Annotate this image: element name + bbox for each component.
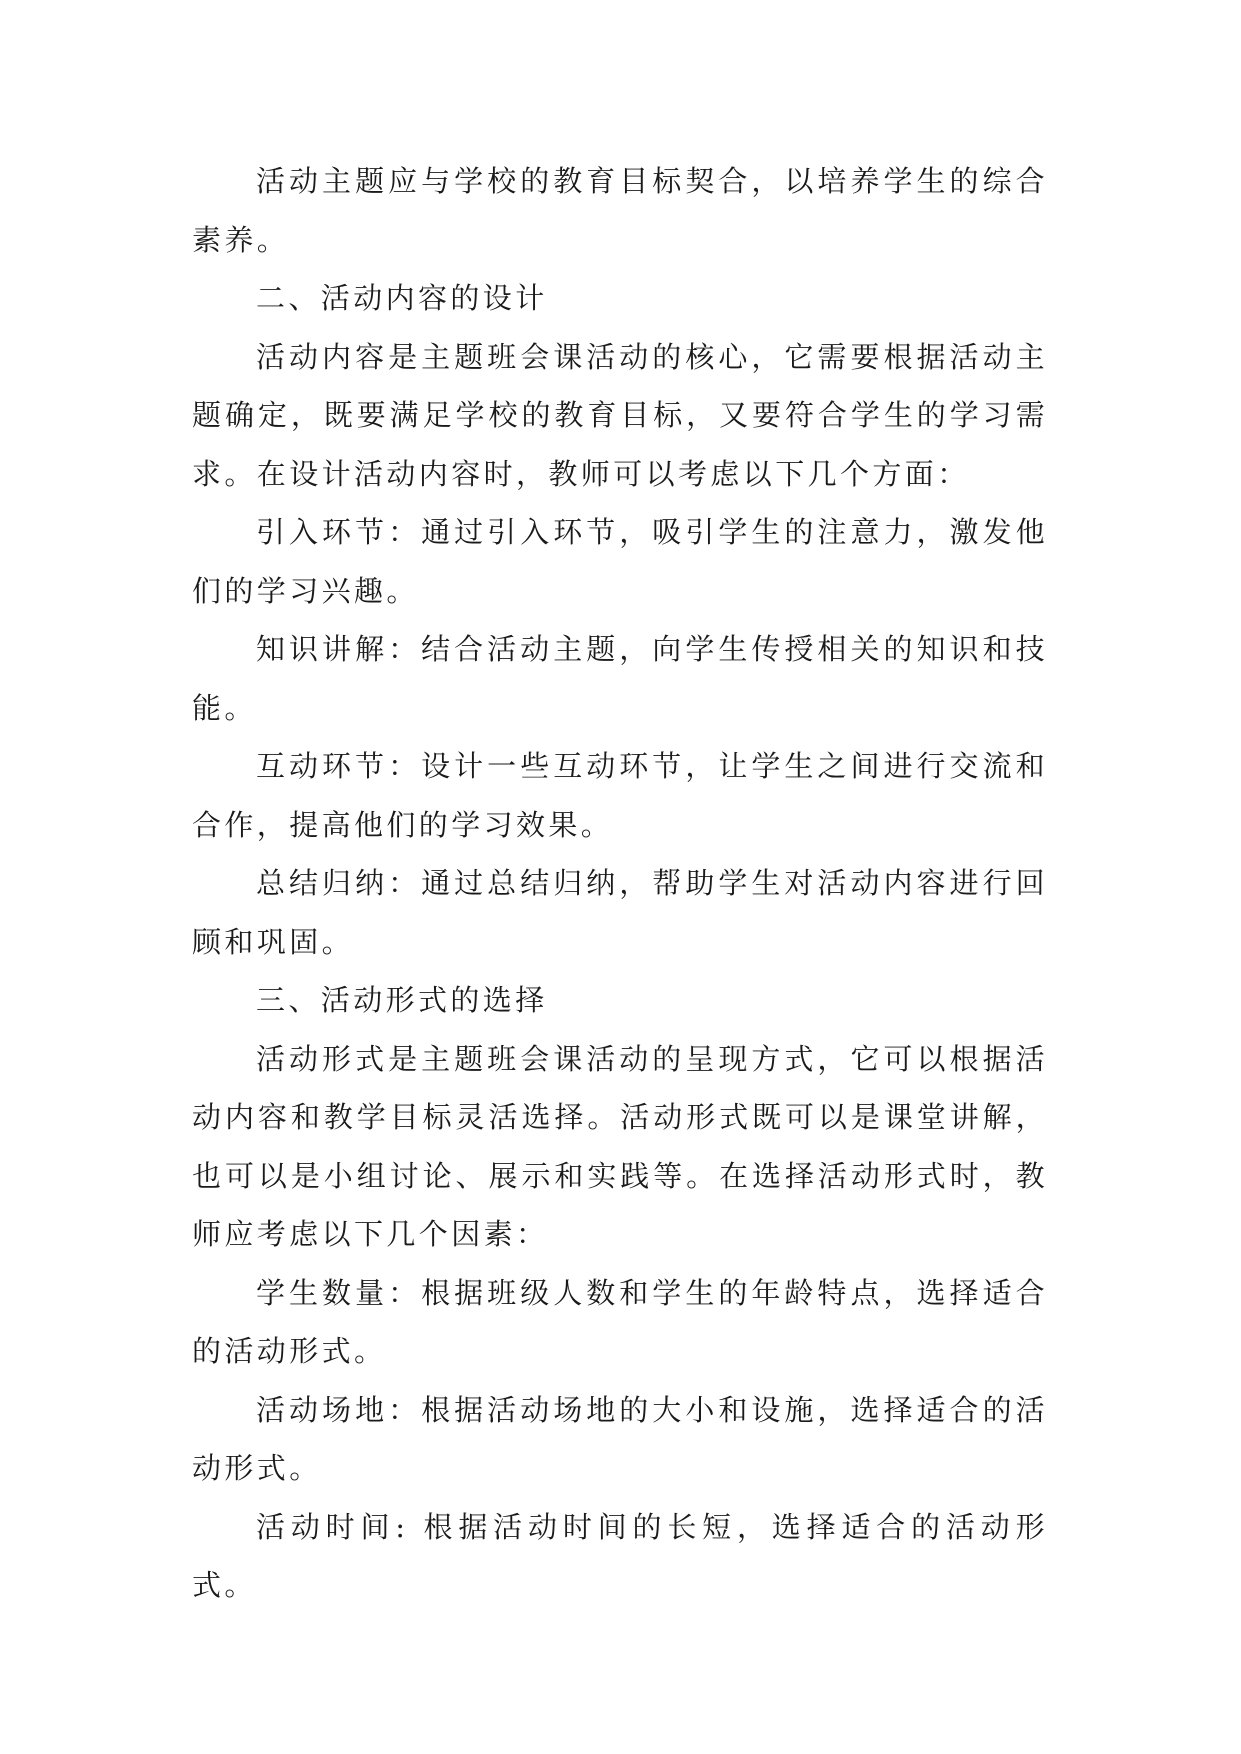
list-item-interaction: 互动环节：设计一些互动环节，让学生之间进行交流和合作，提高他们的学习效果。 [192,749,1048,842]
paragraph-form-presentation: 活动形式是主题班会课活动的呈现方式，它可以根据活动内容和教学目标灵活选择。活动形式既可以是课堂讲解，也可以是小组讨论、展示和实践等。在选择活动形式时，教师应考虑以下几个因素： [192,1041,1048,1251]
list-item-knowledge: 知识讲解：结合活动主题，向学生传授相关的知识和技能。 [192,632,1048,725]
list-item-introduction: 引入环节：通过引入环节，吸引学生的注意力，激发他们的学习兴趣。 [192,515,1048,608]
list-item-student-count: 学生数量：根据班级人数和学生的年龄特点，选择适合的活动形式。 [192,1275,1048,1368]
section-heading-content-design: 二、活动内容的设计 [256,281,548,315]
paragraph-theme-alignment: 活动主题应与学校的教育目标契合，以培养学生的综合素养。 [192,164,1048,257]
document-body [192,152,1048,1615]
paragraph-content-core: 活动内容是主题班会课活动的核心，它需要根据活动主题确定，既要满足学校的教育目标，又要符合学生的学习需求。在设计活动内容时，教师可以考虑以下几个方面： [192,339,1048,491]
list-item-venue: 活动场地：根据活动场地的大小和设施，选择适合的活动形式。 [192,1392,1048,1485]
list-item-summary: 总结归纳：通过总结归纳，帮助学生对活动内容进行回顾和巩固。 [192,866,1048,959]
list-item-time: 活动时间: 根据活动时间的长短，选择适合的活动形式。 [192,1509,1048,1602]
section-heading-form-selection: 三、活动形式的选择 [256,983,548,1017]
